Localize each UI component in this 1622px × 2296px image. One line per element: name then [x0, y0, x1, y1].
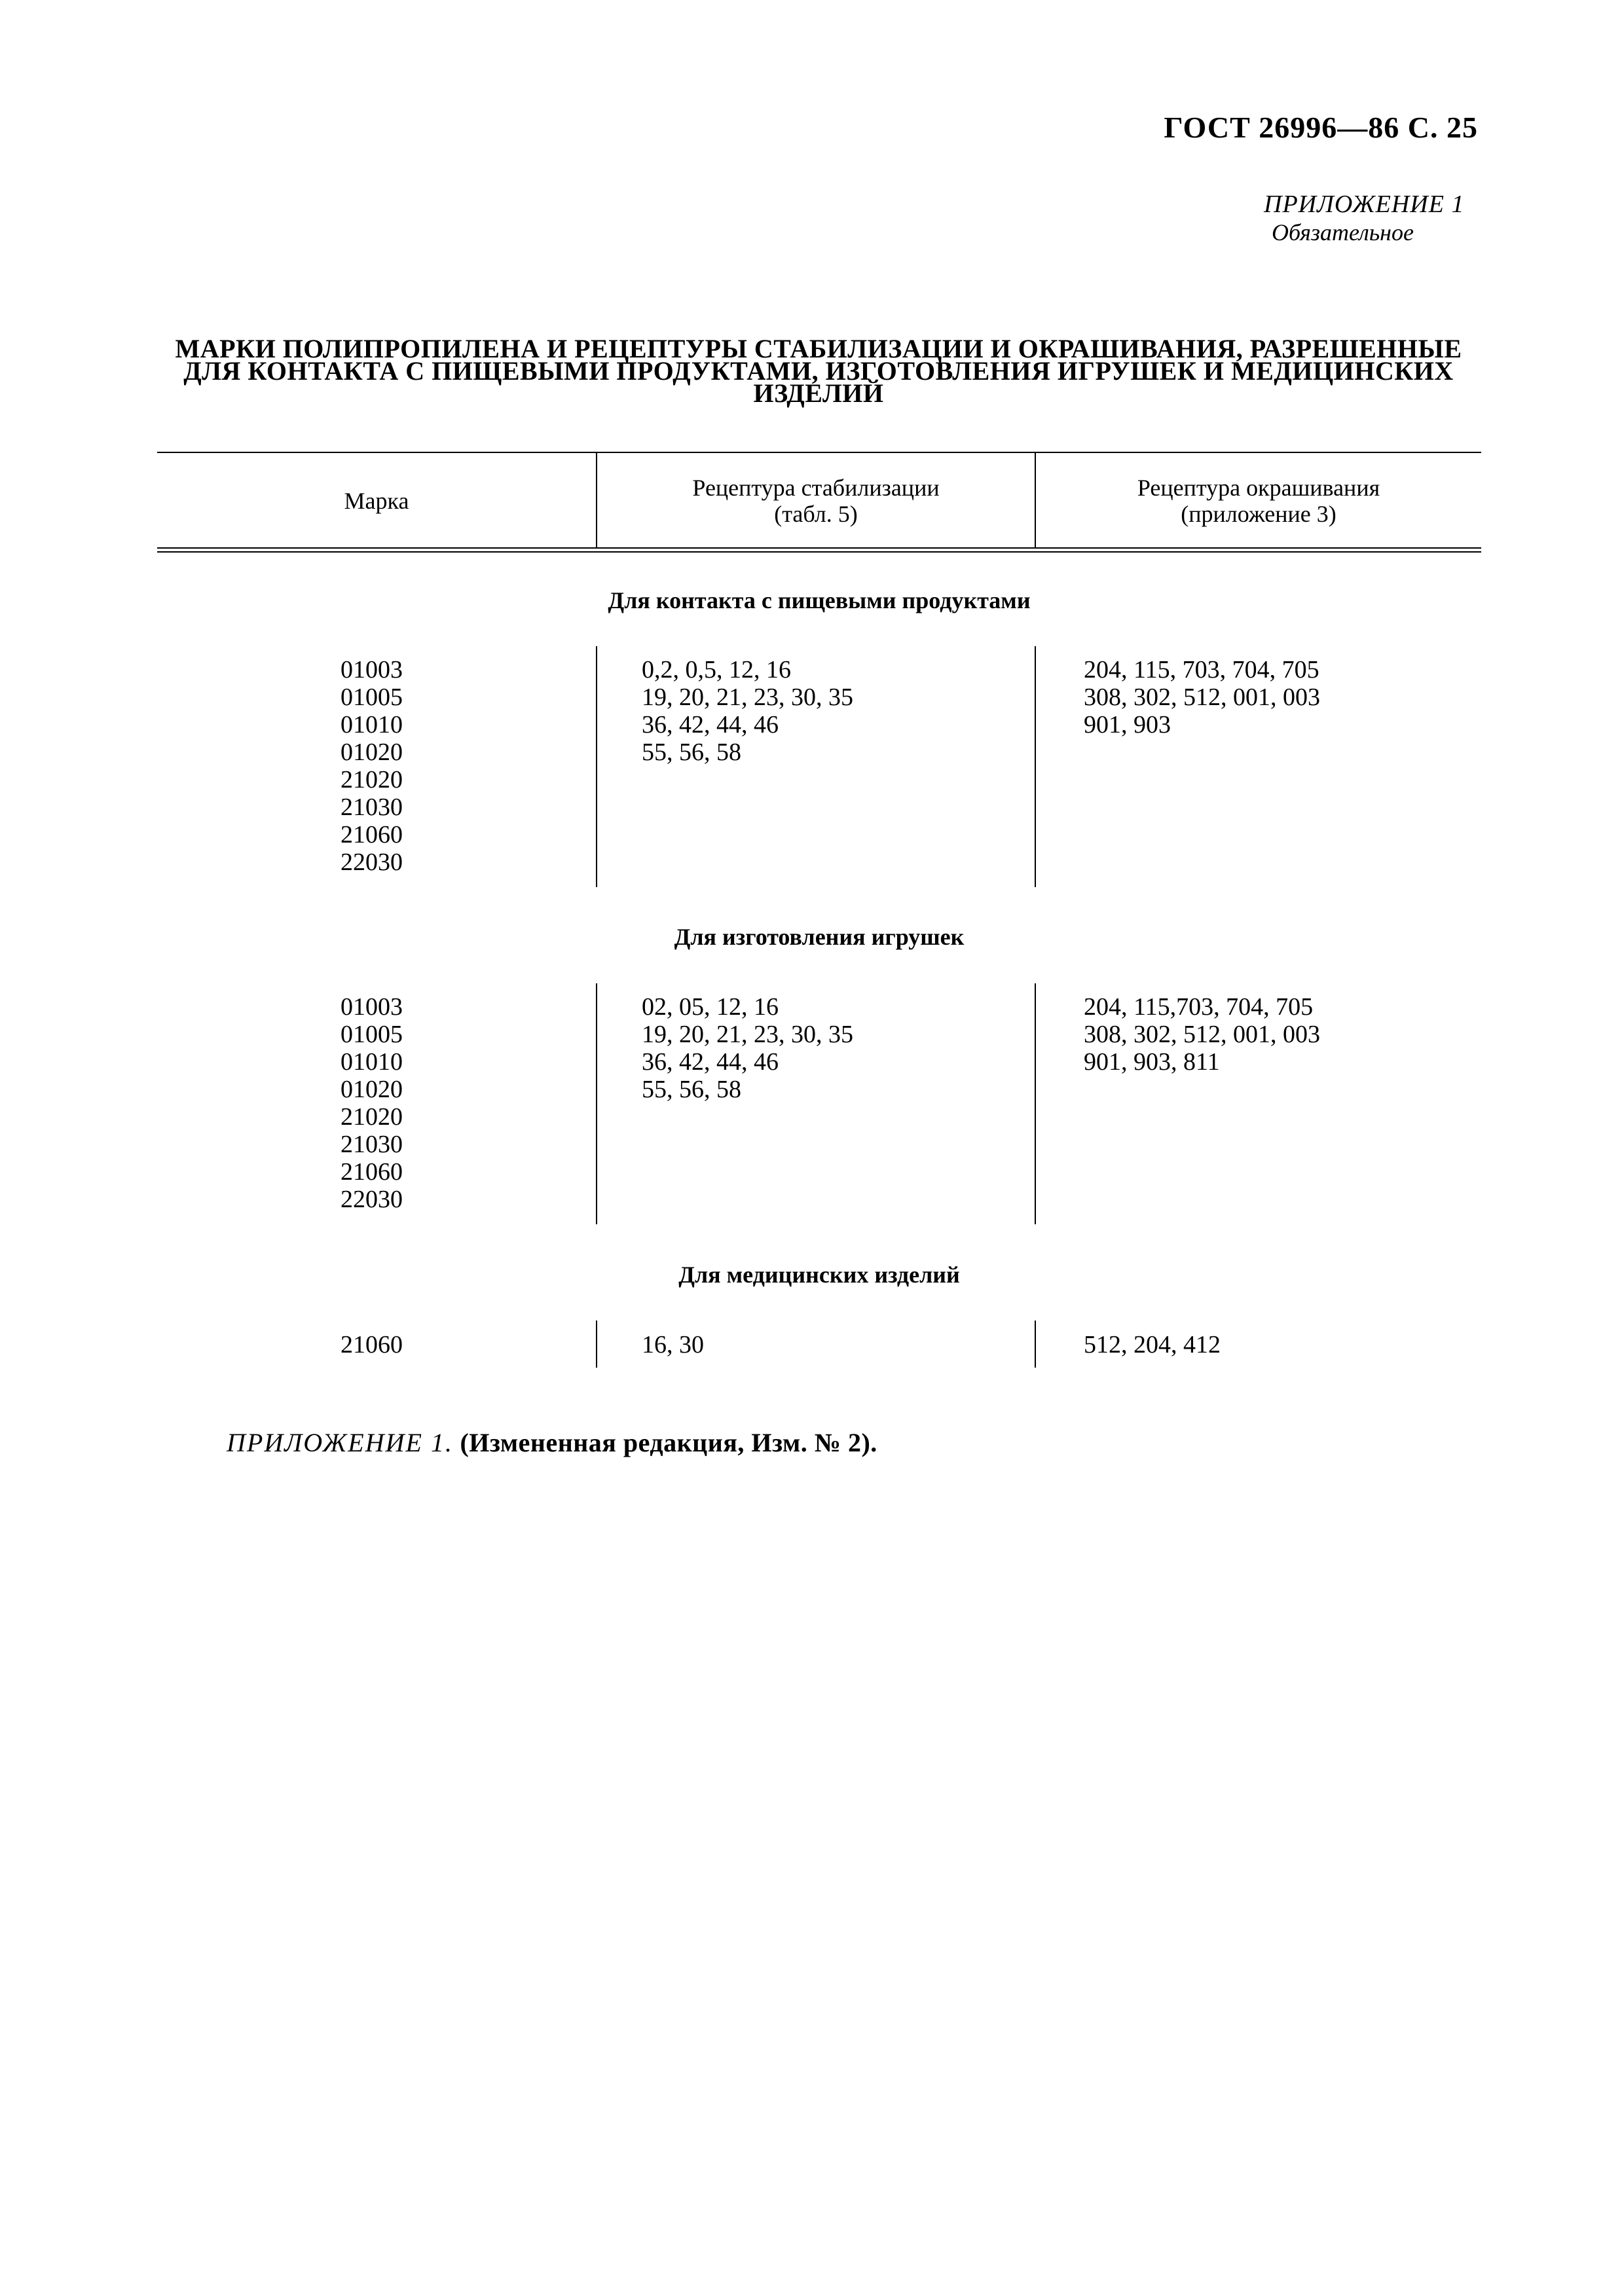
coloring-item: 901, 903: [1084, 711, 1171, 738]
grade-item: 01020: [341, 1076, 403, 1103]
grade-item: 21020: [341, 766, 403, 793]
stabilization-list-food: [642, 656, 853, 766]
table-header-rule: [157, 551, 1481, 553]
coloring-item: 204, 115,703, 704, 705: [1084, 993, 1314, 1021]
table-header-rule: [157, 547, 1481, 549]
stabilization-list-toys: [642, 993, 853, 1103]
grade-item: 21030: [341, 1131, 403, 1158]
stabilization-item: 0,2, 0,5, 12, 16: [642, 656, 791, 683]
grade-item: 01003: [341, 993, 403, 1021]
grades-list-medical: [341, 1331, 403, 1358]
stabilization-item: 19, 20, 21, 23, 30, 35: [642, 683, 853, 711]
column-divider: [1035, 1321, 1036, 1368]
amendment-note: [227, 1427, 877, 1458]
coloring-item: 901, 903, 811: [1084, 1048, 1220, 1076]
column-header-text: Марка: [344, 487, 409, 514]
column-header-coloring: [1036, 453, 1481, 548]
section-title-toys: Для изготовления игрушек: [674, 924, 965, 950]
column-divider: [1035, 646, 1036, 887]
table-header: [157, 453, 1481, 548]
stabilization-item: 16, 30: [642, 1331, 704, 1358]
coloring-item: 512, 204, 412: [1084, 1331, 1221, 1358]
grade-item: 21060: [341, 1158, 403, 1186]
section-title-food: Для контакта с пищевыми продуктами: [608, 587, 1031, 613]
grade-item: 01005: [341, 1021, 403, 1048]
grade-item: 01020: [341, 738, 403, 766]
stabilization-item: 36, 42, 44, 46: [642, 711, 779, 738]
column-header-text: Рецептура окрашивания: [1137, 474, 1380, 501]
title-line: ИЗДЕЛИЙ: [753, 378, 884, 408]
grade-item: 21060: [341, 821, 403, 848]
column-header-text: (приложение 3): [1181, 500, 1336, 527]
column-header-text: Рецептура стабилизации: [692, 474, 940, 501]
stabilization-list-medical: [642, 1331, 704, 1358]
coloring-list-medical: [1084, 1331, 1221, 1358]
page-header: ГОСТ 26996—86 С. 25: [1164, 111, 1478, 144]
grade-item: 01010: [341, 1048, 403, 1076]
grade-item: 01010: [341, 711, 403, 738]
column-divider: [596, 646, 597, 887]
column-header-stabilization: [597, 453, 1035, 548]
grades-list-toys: [341, 993, 403, 1213]
grade-item: 22030: [341, 1186, 403, 1213]
appendix-status: Обязательное: [1272, 219, 1414, 246]
grade-item: 21060: [341, 1331, 403, 1358]
coloring-item: 204, 115, 703, 704, 705: [1084, 656, 1319, 683]
coloring-list-food: [1084, 656, 1320, 738]
stabilization-item: 55, 56, 58: [642, 738, 741, 766]
column-divider: [596, 983, 597, 1224]
amendment-text: (Измененная редакция, Изм. № 2).: [460, 1428, 877, 1457]
column-header-text: (табл. 5): [774, 500, 858, 527]
amendment-label: ПРИЛОЖЕНИЕ 1.: [227, 1428, 453, 1457]
title-line: ДЛЯ КОНТАКТА С ПИЩЕВЫМИ ПРОДУКТАМИ, ИЗГОТОВЛЕНИЯ ИГРУШЕК И МЕДИЦИНСКИХ: [183, 356, 1454, 386]
grade-item: 01003: [341, 656, 403, 683]
section-title-medical: Для медицинских изделий: [678, 1262, 960, 1288]
grade-item: 21030: [341, 793, 403, 821]
coloring-item: 308, 302, 512, 001, 003: [1084, 683, 1320, 711]
stabilization-item: 36, 42, 44, 46: [642, 1048, 779, 1076]
stabilization-item: 02, 05, 12, 16: [642, 993, 779, 1021]
grade-item: 21020: [341, 1103, 403, 1131]
grade-item: 22030: [341, 848, 403, 876]
grade-item: 01005: [341, 683, 403, 711]
grades-list-food: [341, 656, 403, 876]
stabilization-item: 55, 56, 58: [642, 1076, 741, 1103]
coloring-item: 308, 302, 512, 001, 003: [1084, 1021, 1320, 1048]
document-title: [157, 334, 1480, 408]
title-line: МАРКИ ПОЛИПРОПИЛЕНА И РЕЦЕПТУРЫ СТАБИЛИЗАЦИИ И ОКРАШИВАНИЯ, РАЗРЕШЕННЫЕ: [175, 334, 1462, 363]
stabilization-item: 19, 20, 21, 23, 30, 35: [642, 1021, 853, 1048]
column-header-grade: [157, 453, 596, 548]
column-divider: [1035, 983, 1036, 1224]
appendix-label: ПРИЛОЖЕНИЕ 1: [1264, 191, 1465, 218]
column-divider: [596, 1321, 597, 1368]
coloring-list-toys: [1084, 993, 1320, 1076]
